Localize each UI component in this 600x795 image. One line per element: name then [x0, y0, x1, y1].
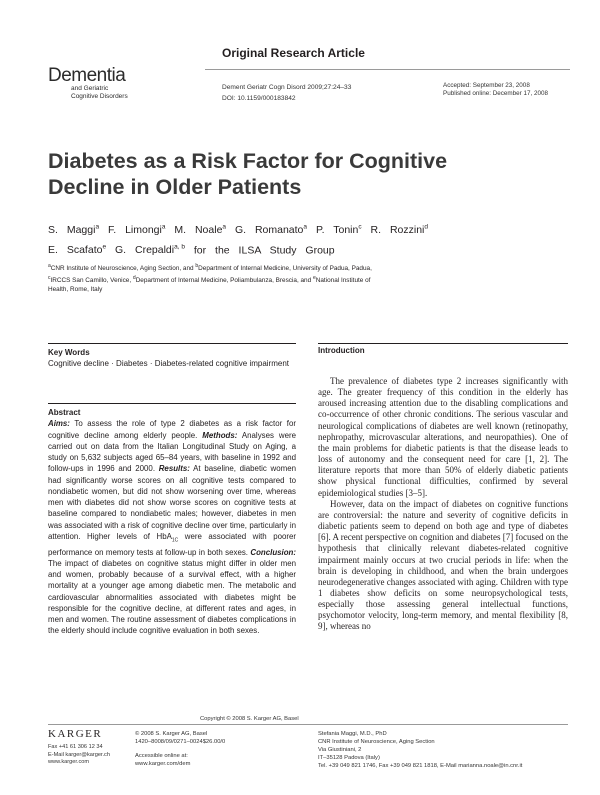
copyright-line: © 2008 S. Karger AG, Basel: [135, 731, 208, 737]
corr-city: IT–35128 Padova (Italy): [318, 755, 380, 761]
author: P. Tonin$^c$: [315, 223, 362, 236]
affiliation-line: $^a$CNR Institute of Neuroscience, Aging Section, and $^b$Department of Internal Medicine, University of Padua, Padua,: [48, 263, 372, 273]
copyright: Copyright © 2008 S. Karger AG, Basel: [200, 716, 299, 722]
author: R. Rozzini$^d$: [370, 223, 429, 236]
corr-street: Via Giustiniani, 2: [318, 747, 362, 753]
citation-line: Dement Geriatr Cogn Disord 2009;27:24–33: [222, 84, 352, 91]
title-line: Decline in Older Patients: [48, 175, 302, 199]
copyright-info: [135, 730, 225, 768]
corr-contact: Tel. +39 049 821 1746, Fax +39 049 821 1818, E-Mail marianna.noale@in.cnr.it: [318, 763, 523, 769]
intro-rule: [318, 343, 568, 344]
abstract-rule: [48, 403, 296, 404]
author: G. Crepaldi$^{a, b}$: [115, 243, 185, 256]
corr-name: Stefania Maggi, M.D., PhD: [318, 731, 387, 737]
author: M. Noale$^a$: [174, 223, 227, 236]
correspondence: [318, 730, 588, 770]
journal-logo: [48, 66, 198, 101]
affiliations: [48, 262, 548, 295]
paragraph: However, data on the impact of diabetes on cognitive functions are controversial: the nature and severity of cognitive deficits in diabetic patients seem to depend on both age and type of diabetes [6]. A recent perspective on cognition and diabetes [7] focused on the hypothesis that clinically relevant diabetes-related cognitive impairment mainly occurs at two crucial periods in life: when the brain is developing in childhood, and when the brain undergoes neurodegenerative changes associated with aging. Children with type 1 diabetes show deficits on some neuropsychological tests, especially those assessing general intellectual functions, psychomotor velocity, long-term memory, and mental flexibility [8, 9], whereas no: [318, 498, 568, 632]
publisher-email[interactable]: E-Mail karger@karger.ch: [48, 751, 110, 758]
publisher-web[interactable]: www.karger.com: [48, 759, 90, 766]
abstract-heading: Abstract: [48, 408, 81, 417]
accepted-date: Accepted: September 23, 2008: [443, 82, 530, 89]
study-group: for the ILSA Study Group: [193, 244, 335, 256]
author: F. Limongi$^a$: [107, 223, 166, 236]
author-line: [48, 239, 548, 260]
author: S. Maggi$^a$: [48, 223, 100, 236]
journal-logo-main: Dementia: [48, 65, 126, 86]
price-code: 1420–8008/09/0271–0024$26.00/0: [135, 739, 226, 745]
keywords-section: [48, 347, 296, 369]
abstract-body: Aims: To assess the role of type 2 diabetes as a risk factor for cognitive decline among elderly people. Methods: Analyses were carried out on data from the Italian Longitudinal Study on Aging, a study on 5,632 subjects aged 65–84 years, with baseline in 1992 and follow-ups in 1996 and 2000. Results: At baseline, diabetic women had significantly worse scores on all cognitive tests compared to nondiabetic women, but did not show worsening over time, whereas men with diabetes did not show worse scores on cognitive tests at baseline compared to nondiabetic males; however, diabetes in men was associated with a risk of cognitive decline over time, particularly in attention. Higher levels of HbA$_{1C}$ were associated with poorer performance on memory tests at follow-up in both sexes. Conclusion: The impact of diabetes on cognitive status might differ in older men and women, probably because of a survival effect, with a higher mortality at a younger age among diabetic men. The metabolic and cardiovascular abnormalities associated with diabetes might be responsible for the cognitive decline, at different rates and ages, in men and women. The routine assessment of diabetes complications in the elderly should include cognitive evaluation in both sexes.: [48, 419, 296, 636]
doi[interactable]: DOI: 10.1159/000183842: [222, 95, 296, 102]
corr-institution: CNR Institute of Neuroscience, Aging Section: [318, 739, 435, 745]
publisher-fax: Fax +41 61 306 12 34: [48, 744, 103, 750]
author-line: [48, 218, 548, 239]
publisher-logo: KARGER: [48, 728, 103, 740]
keywords-heading: Key Words: [48, 348, 90, 357]
abstract-section: [48, 407, 296, 637]
keywords-text: Cognitive decline · Diabetes · Diabetes-related cognitive impairment: [48, 359, 290, 368]
citation: [222, 82, 351, 104]
affiliation-line: Health, Rome, Italy: [48, 286, 103, 294]
article-dates: [443, 82, 548, 98]
publisher-contact: [48, 744, 110, 767]
journal-logo-sub2: Cognitive Disorders: [71, 93, 128, 100]
footer-rule: [48, 724, 568, 725]
paragraph: The prevalence of diabetes type 2 increases significantly with age. The greater frequency of this condition in the elderly has aroused increasing attention due to the disabling complications and co-occurrence of other chronic conditions. The serious vascular and neurological complications of diabetes are well known (retinopathy, nephropathy, microvascular alterations, and neuropathies). One of the main problems for diabetic patients is that the disease leads to loss of autonomy and the consequent need for care [1, 2]. The literature reports that more than 50% of elderly diabetic patients show physical functional difficulties, confirmed by several epidemiological studies [3–5].: [318, 376, 568, 498]
affiliation-line: $^c$IRCCS San Camillo, Venice, $^d$Department of Internal Medicine, Poliambulanza, Brescia, and $^e$National Institute of: [48, 274, 371, 284]
author-list: [48, 218, 548, 259]
article-title: [48, 148, 468, 200]
access-label: Accessible online at:: [135, 753, 188, 759]
introduction-body: [318, 376, 568, 633]
author: G. Romanato$^a$: [234, 223, 308, 236]
access-url[interactable]: www.karger.com/dem: [135, 761, 191, 767]
author: E. Scafato$^e$: [48, 243, 107, 256]
journal-logo-sub1: and Geriatric: [71, 85, 109, 92]
article-type: Original Research Article: [222, 46, 365, 60]
header-rule: [205, 69, 570, 70]
keywords-rule: [48, 343, 296, 344]
published-date: Published online: December 17, 2008: [443, 90, 549, 97]
title-line: Diabetes as a Risk Factor for Cognitive: [48, 149, 448, 173]
introduction-heading: Introduction: [318, 346, 365, 355]
